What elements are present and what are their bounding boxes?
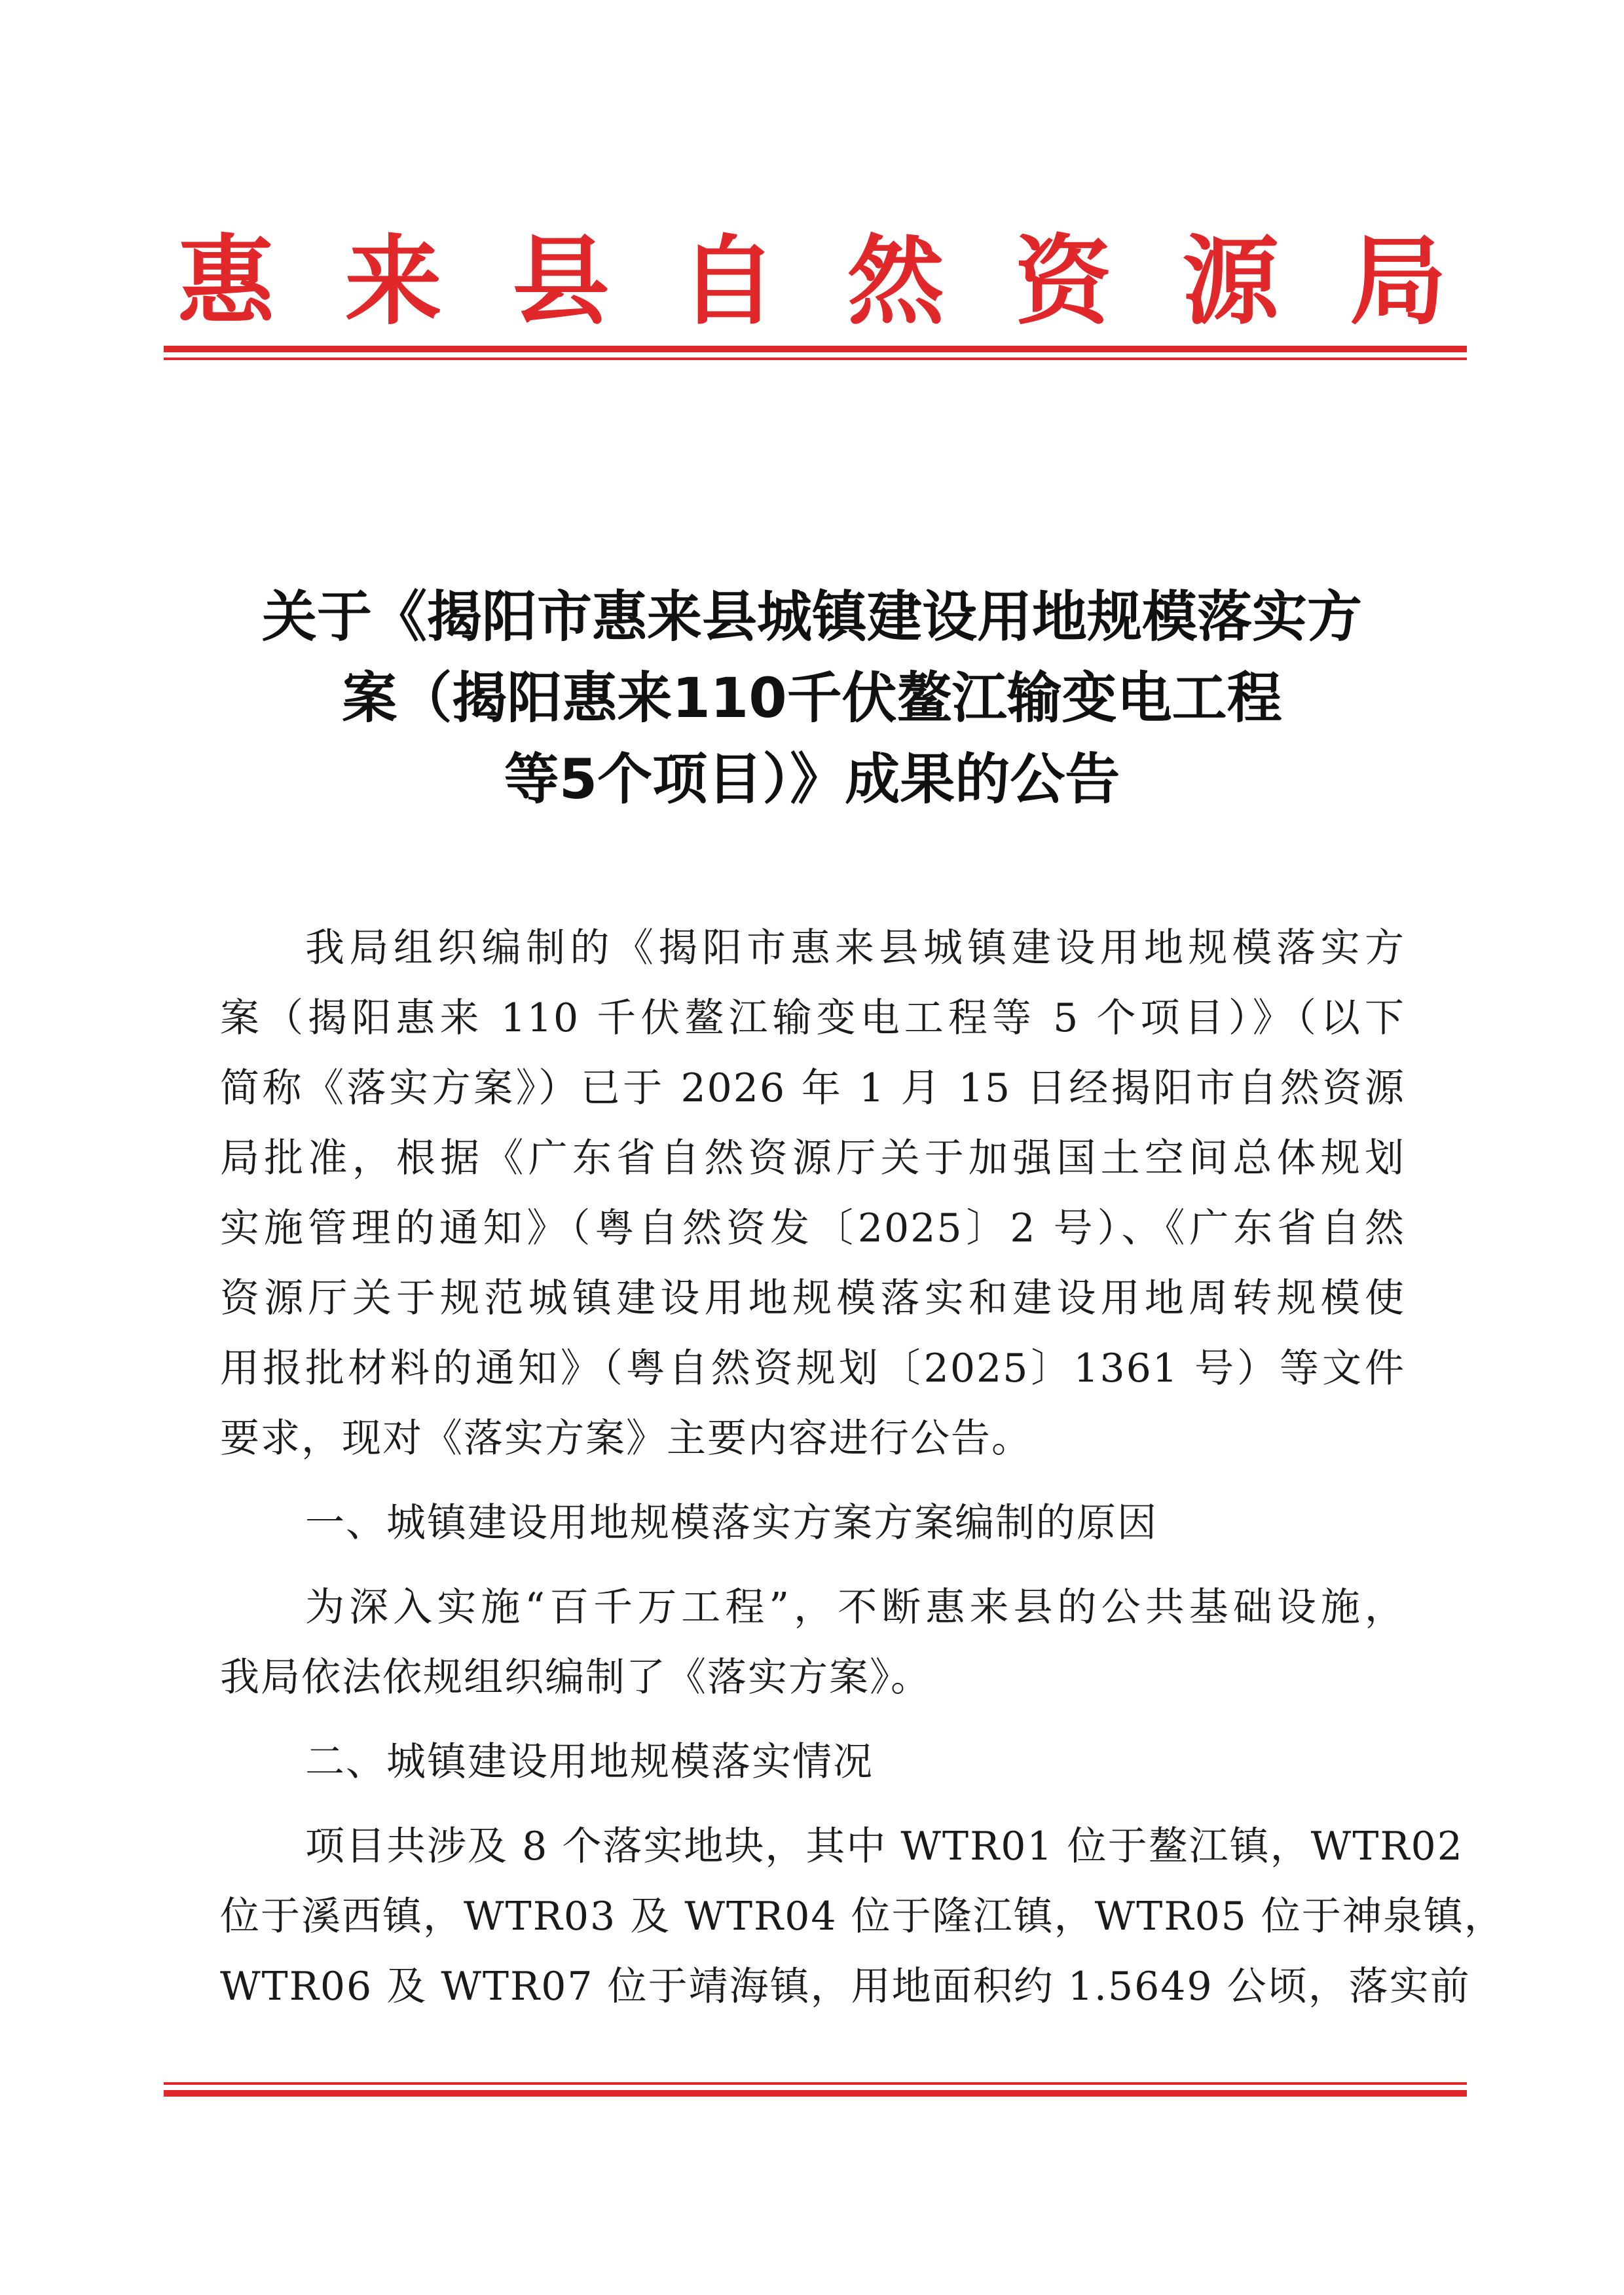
paragraph-status	[220, 1812, 1505, 2022]
letterhead-char: 县	[512, 225, 610, 338]
title-line: 案（揭阳惠来110千伏鳌江输变电工程	[342, 666, 1282, 730]
paragraph-line: 局批准，根据《广东省自然资源厅关于加强国土空间总体规划	[220, 1135, 1405, 1181]
title-line: 关于《揭阳市惠来县城镇建设用地规模落实方	[261, 585, 1362, 649]
paragraph-line: WTR06 及 WTR07 位于靖海镇，用地面积约 1.5649 公顷，落实前	[220, 1964, 1471, 2010]
letterhead-char: 然	[847, 225, 944, 338]
paragraph-line: 资源厅关于规范城镇建设用地规模落实和建设用地周转规模使	[220, 1276, 1405, 1321]
section-heading-1: 一、城镇建设用地规模落实方案方案编制的原因	[305, 1500, 1158, 1546]
letterhead-char: 源	[1182, 225, 1280, 338]
paragraph-line: 项目共涉及 8 个落实地块，其中 WTR01 位于鳌江镇，WTR02	[305, 1824, 1464, 1869]
footer-rule-thin	[164, 2082, 1467, 2085]
letterhead-char: 来	[344, 225, 442, 338]
paragraph-line: 为深入实施“百千万工程”，不断惠来县的公共基础设施，	[305, 1585, 1405, 1630]
letterhead-rule-thick	[164, 346, 1467, 352]
letterhead-char: 资	[1014, 225, 1112, 338]
title-line: 等5个项目）》成果的公告	[504, 747, 1120, 811]
paragraph-reason	[220, 1573, 1405, 1713]
letterhead-rule-thin	[164, 358, 1467, 360]
paragraph-line: 实施管理的通知》（粤自然资发〔2025〕2 号）、《广东省自然	[220, 1205, 1405, 1251]
paragraph-line: 案（揭阳惠来 110 千伏鳌江输变电工程等 5 个项目）》（以下	[220, 995, 1405, 1041]
section-heading-2: 二、城镇建设用地规模落实情况	[305, 1739, 874, 1785]
paragraph-intro	[220, 913, 1405, 1474]
announcement-title	[196, 576, 1428, 820]
paragraph-line: 我局组织编制的《揭阳市惠来县城镇建设用地规模落实方	[305, 925, 1405, 971]
paragraph-line: 用报批材料的通知》（粤自然资规划〔2025〕1361 号）等文件	[220, 1346, 1405, 1391]
paragraph-line: 简称《落实方案》）已于 2026 年 1 月 15 日经揭阳市自然资源	[220, 1065, 1405, 1111]
letterhead-org-name	[164, 216, 1460, 347]
announcement-body	[220, 913, 1505, 2022]
footer-rule-thick	[164, 2090, 1467, 2097]
paragraph-line: 我局依法依规组织编制了《落实方案》。	[220, 1655, 931, 1700]
paragraph-line: 要求，现对《落实方案》主要内容进行公告。	[220, 1416, 1032, 1461]
letterhead-char: 自	[680, 225, 777, 338]
letterhead-char: 惠	[177, 225, 274, 338]
paragraph-line: 位于溪西镇，WTR03 及 WTR04 位于隆江镇，WTR05 位于神泉镇，	[220, 1894, 1505, 1939]
letterhead-char: 局	[1349, 225, 1447, 338]
